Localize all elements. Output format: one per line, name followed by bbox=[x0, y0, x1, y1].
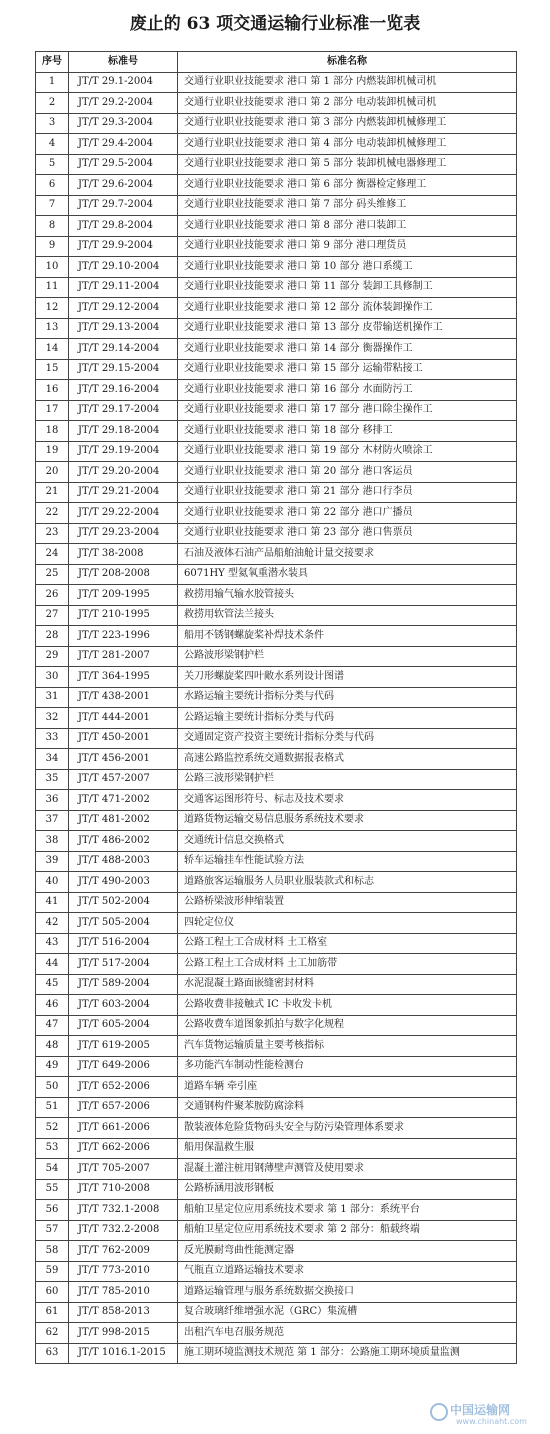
standard-name: 道路车辆 牵引座 bbox=[178, 1077, 517, 1098]
standard-name: 交通行业职业技能要求 港口 第 1 部分 内燃装卸机械司机 bbox=[178, 72, 517, 93]
standard-code: JT/T 38-2008 bbox=[69, 544, 178, 565]
standard-name: 交通行业职业技能要求 港口 第 19 部分 木材防火喷涂工 bbox=[178, 441, 517, 462]
table-row bbox=[36, 154, 517, 175]
row-number: 29 bbox=[36, 646, 69, 667]
table-row bbox=[36, 236, 517, 257]
table-row bbox=[36, 1241, 517, 1262]
standard-code: JT/T 662-2006 bbox=[69, 1138, 178, 1159]
standard-code: JT/T 444-2001 bbox=[69, 708, 178, 729]
standard-name: 公路收费非接触式 IC 卡收发卡机 bbox=[178, 995, 517, 1016]
row-number: 10 bbox=[36, 257, 69, 278]
standard-name: 交通行业职业技能要求 港口 第 17 部分 港口除尘操作工 bbox=[178, 400, 517, 421]
standard-code: JT/T 208-2008 bbox=[69, 564, 178, 585]
table-row bbox=[36, 216, 517, 237]
row-number: 11 bbox=[36, 277, 69, 298]
table-row bbox=[36, 1200, 517, 1221]
table-row bbox=[36, 913, 517, 934]
standard-name: 石油及液体石油产品船舶油舱计量交接要求 bbox=[178, 544, 517, 565]
table-row bbox=[36, 359, 517, 380]
standard-name: 水路运输主要统计指标分类与代码 bbox=[178, 687, 517, 708]
standard-name: 道路旅客运输服务人员职业服装款式和标志 bbox=[178, 872, 517, 893]
standard-code: JT/T 858-2013 bbox=[69, 1302, 178, 1323]
row-number: 49 bbox=[36, 1056, 69, 1077]
standard-name: 交通行业职业技能要求 港口 第 23 部分 港口售票员 bbox=[178, 523, 517, 544]
standard-code: JT/T 29.10-2004 bbox=[69, 257, 178, 278]
standard-name: 四轮定位仪 bbox=[178, 913, 517, 934]
row-number: 35 bbox=[36, 769, 69, 790]
standard-code: JT/T 486-2002 bbox=[69, 831, 178, 852]
row-number: 3 bbox=[36, 113, 69, 134]
row-number: 16 bbox=[36, 380, 69, 401]
row-number: 12 bbox=[36, 298, 69, 319]
row-number: 28 bbox=[36, 626, 69, 647]
standard-code: JT/T 29.12-2004 bbox=[69, 298, 178, 319]
table-row bbox=[36, 790, 517, 811]
table-row bbox=[36, 564, 517, 585]
standard-code: JT/T 29.23-2004 bbox=[69, 523, 178, 544]
standard-name: 公路工程土工合成材料 土工格室 bbox=[178, 933, 517, 954]
standard-name: 混凝土灌注桩用钢薄壁声测管及使用要求 bbox=[178, 1159, 517, 1180]
standard-name: 公路收费车道图象抓拍与数字化规程 bbox=[178, 1015, 517, 1036]
standard-name: 公路波形梁钢护栏 bbox=[178, 646, 517, 667]
table-row bbox=[36, 175, 517, 196]
table-row bbox=[36, 728, 517, 749]
table-row bbox=[36, 1118, 517, 1139]
standards-table bbox=[35, 51, 517, 1364]
row-number: 63 bbox=[36, 1343, 69, 1364]
row-number: 41 bbox=[36, 892, 69, 913]
standard-code: JT/T 29.9-2004 bbox=[69, 236, 178, 257]
standard-name: 交通行业职业技能要求 港口 第 10 部分 港口系缆工 bbox=[178, 257, 517, 278]
standard-code: JT/T 29.16-2004 bbox=[69, 380, 178, 401]
header-no: 序号 bbox=[36, 52, 69, 73]
standard-name: 公路桥梁波形伸缩装置 bbox=[178, 892, 517, 913]
table-row bbox=[36, 585, 517, 606]
page-title: 废止的 63 项交通运输行业标准一览表 bbox=[129, 14, 421, 34]
standard-name: 交通行业职业技能要求 港口 第 2 部分 电动装卸机械司机 bbox=[178, 93, 517, 114]
table-row bbox=[36, 1159, 517, 1180]
standard-code: JT/T 281-2007 bbox=[69, 646, 178, 667]
standard-code: JT/T 29.3-2004 bbox=[69, 113, 178, 134]
standard-name: 交通行业职业技能要求 港口 第 7 部分 码头维修工 bbox=[178, 195, 517, 216]
standard-code: JT/T 732.1-2008 bbox=[69, 1200, 178, 1221]
watermark-text: 中国运输网 bbox=[450, 1403, 511, 1417]
table-row bbox=[36, 872, 517, 893]
standard-name: 交通行业职业技能要求 港口 第 16 部分 水面防污工 bbox=[178, 380, 517, 401]
standard-name: 救捞用输气输水胶管接头 bbox=[178, 585, 517, 606]
standard-code: JT/T 29.20-2004 bbox=[69, 462, 178, 483]
row-number: 55 bbox=[36, 1179, 69, 1200]
row-number: 54 bbox=[36, 1159, 69, 1180]
standard-code: JT/T 589-2004 bbox=[69, 974, 178, 995]
table-row bbox=[36, 298, 517, 319]
standard-code: JT/T 605-2004 bbox=[69, 1015, 178, 1036]
row-number: 52 bbox=[36, 1118, 69, 1139]
standard-code: JT/T 29.11-2004 bbox=[69, 277, 178, 298]
row-number: 40 bbox=[36, 872, 69, 893]
standard-name: 交通行业职业技能要求 港口 第 5 部分 装卸机械电器修理工 bbox=[178, 154, 517, 175]
standard-name: 公路三波形梁钢护栏 bbox=[178, 769, 517, 790]
standard-name: 交通行业职业技能要求 港口 第 12 部分 流体装卸操作工 bbox=[178, 298, 517, 319]
table-row bbox=[36, 482, 517, 503]
row-number: 8 bbox=[36, 216, 69, 237]
table-row bbox=[36, 831, 517, 852]
table-row bbox=[36, 462, 517, 483]
standard-code: JT/T 502-2004 bbox=[69, 892, 178, 913]
standard-code: JT/T 29.5-2004 bbox=[69, 154, 178, 175]
site-watermark bbox=[430, 1399, 542, 1431]
standard-name: 交通固定资产投资主要统计指标分类与代码 bbox=[178, 728, 517, 749]
standard-name: 交通客运图形符号、标志及技术要求 bbox=[178, 790, 517, 811]
table-row bbox=[36, 1056, 517, 1077]
row-number: 44 bbox=[36, 954, 69, 975]
standard-name: 交通行业职业技能要求 港口 第 9 部分 港口理货员 bbox=[178, 236, 517, 257]
row-number: 33 bbox=[36, 728, 69, 749]
row-number: 9 bbox=[36, 236, 69, 257]
standard-code: JT/T 732.2-2008 bbox=[69, 1220, 178, 1241]
watermark-logo-icon bbox=[430, 1403, 448, 1421]
standard-code: JT/T 29.7-2004 bbox=[69, 195, 178, 216]
standard-code: JT/T 490-2003 bbox=[69, 872, 178, 893]
standard-code: JT/T 457-2007 bbox=[69, 769, 178, 790]
table-row bbox=[36, 257, 517, 278]
standard-code: JT/T 603-2004 bbox=[69, 995, 178, 1016]
row-number: 34 bbox=[36, 749, 69, 770]
table-row bbox=[36, 523, 517, 544]
table-row bbox=[36, 1179, 517, 1200]
standard-name: 交通行业职业技能要求 港口 第 18 部分 移排工 bbox=[178, 421, 517, 442]
table-row bbox=[36, 954, 517, 975]
standard-code: JT/T 517-2004 bbox=[69, 954, 178, 975]
table-row bbox=[36, 1138, 517, 1159]
row-number: 20 bbox=[36, 462, 69, 483]
standard-name: 高速公路监控系统交通数据报表格式 bbox=[178, 749, 517, 770]
table-row bbox=[36, 1302, 517, 1323]
table-row bbox=[36, 339, 517, 360]
standard-code: JT/T 661-2006 bbox=[69, 1118, 178, 1139]
table-row bbox=[36, 646, 517, 667]
row-number: 27 bbox=[36, 605, 69, 626]
standard-code: JT/T 29.8-2004 bbox=[69, 216, 178, 237]
standard-name: 交通行业职业技能要求 港口 第 15 部分 运输带粘接工 bbox=[178, 359, 517, 380]
row-number: 57 bbox=[36, 1220, 69, 1241]
row-number: 32 bbox=[36, 708, 69, 729]
table-row bbox=[36, 667, 517, 688]
standard-name: 6071HY 型氦氧重潜水装具 bbox=[178, 564, 517, 585]
row-number: 25 bbox=[36, 564, 69, 585]
row-number: 48 bbox=[36, 1036, 69, 1057]
standard-name: 轿车运输挂车性能试验方法 bbox=[178, 851, 517, 872]
standard-name: 船用不锈钢螺旋桨补焊技术条件 bbox=[178, 626, 517, 647]
row-number: 15 bbox=[36, 359, 69, 380]
row-number: 51 bbox=[36, 1097, 69, 1118]
row-number: 18 bbox=[36, 421, 69, 442]
standard-name: 公路运输主要统计指标分类与代码 bbox=[178, 708, 517, 729]
table-row bbox=[36, 400, 517, 421]
standard-name: 复合玻璃纤维增强水泥（GRC）集流槽 bbox=[178, 1302, 517, 1323]
table-header-row bbox=[36, 52, 517, 73]
table-row bbox=[36, 749, 517, 770]
table-row bbox=[36, 134, 517, 155]
row-number: 36 bbox=[36, 790, 69, 811]
standard-name: 交通行业职业技能要求 港口 第 11 部分 装卸工具修制工 bbox=[178, 277, 517, 298]
table-row bbox=[36, 277, 517, 298]
standard-name: 道路货物运输交易信息服务系统技术要求 bbox=[178, 810, 517, 831]
row-number: 26 bbox=[36, 585, 69, 606]
row-number: 53 bbox=[36, 1138, 69, 1159]
table-row bbox=[36, 1343, 517, 1364]
standard-name: 船舶卫星定位应用系统技术要求 第 1 部分：系统平台 bbox=[178, 1200, 517, 1221]
standard-code: JT/T 456-2001 bbox=[69, 749, 178, 770]
standard-name: 交通行业职业技能要求 港口 第 22 部分 港口广播员 bbox=[178, 503, 517, 524]
standard-name: 水泥混凝土路面嵌缝密封材料 bbox=[178, 974, 517, 995]
standard-name: 公路工程土工合成材料 土工加筋带 bbox=[178, 954, 517, 975]
standard-code: JT/T 705-2007 bbox=[69, 1159, 178, 1180]
standard-code: JT/T 1016.1-2015 bbox=[69, 1343, 178, 1364]
standard-name: 交通统计信息交换格式 bbox=[178, 831, 517, 852]
row-number: 6 bbox=[36, 175, 69, 196]
standard-code: JT/T 649-2006 bbox=[69, 1056, 178, 1077]
standard-name: 反光膜耐弯曲性能测定器 bbox=[178, 1241, 517, 1262]
standard-code: JT/T 438-2001 bbox=[69, 687, 178, 708]
standard-code: JT/T 29.4-2004 bbox=[69, 134, 178, 155]
table-row bbox=[36, 626, 517, 647]
standard-code: JT/T 29.6-2004 bbox=[69, 175, 178, 196]
table-row bbox=[36, 195, 517, 216]
table-row bbox=[36, 1097, 517, 1118]
table-row bbox=[36, 380, 517, 401]
standard-code: JT/T 619-2005 bbox=[69, 1036, 178, 1057]
standard-code: JT/T 209-1995 bbox=[69, 585, 178, 606]
table-row bbox=[36, 708, 517, 729]
row-number: 23 bbox=[36, 523, 69, 544]
row-number: 24 bbox=[36, 544, 69, 565]
standard-name: 道路运输管理与服务系统数据交换接口 bbox=[178, 1282, 517, 1303]
standard-code: JT/T 223-1996 bbox=[69, 626, 178, 647]
standard-name: 施工期环境监测技术规范 第 1 部分：公路施工期环境质量监测 bbox=[178, 1343, 517, 1364]
row-number: 46 bbox=[36, 995, 69, 1016]
standard-name: 交通行业职业技能要求 港口 第 13 部分 皮带输送机操作工 bbox=[178, 318, 517, 339]
standard-code: JT/T 998-2015 bbox=[69, 1323, 178, 1344]
standard-name: 多功能汽车制动性能检测台 bbox=[178, 1056, 517, 1077]
standard-code: JT/T 29.22-2004 bbox=[69, 503, 178, 524]
standard-code: JT/T 29.15-2004 bbox=[69, 359, 178, 380]
standard-code: JT/T 773-2010 bbox=[69, 1261, 178, 1282]
standard-name: 公路桥涵用波形钢板 bbox=[178, 1179, 517, 1200]
table-row bbox=[36, 605, 517, 626]
standard-code: JT/T 652-2006 bbox=[69, 1077, 178, 1098]
table-row bbox=[36, 769, 517, 790]
table-row bbox=[36, 441, 517, 462]
standard-code: JT/T 488-2003 bbox=[69, 851, 178, 872]
standard-name: 交通行业职业技能要求 港口 第 21 部分 港口行李员 bbox=[178, 482, 517, 503]
row-number: 59 bbox=[36, 1261, 69, 1282]
standard-name: 出租汽车电召服务规范 bbox=[178, 1323, 517, 1344]
standard-name: 气瓶直立道路运输技术要求 bbox=[178, 1261, 517, 1282]
row-number: 7 bbox=[36, 195, 69, 216]
row-number: 38 bbox=[36, 831, 69, 852]
row-number: 62 bbox=[36, 1323, 69, 1344]
row-number: 37 bbox=[36, 810, 69, 831]
standard-name: 交通钢构件聚苯胺防腐涂料 bbox=[178, 1097, 517, 1118]
standard-code: JT/T 29.17-2004 bbox=[69, 400, 178, 421]
standard-code: JT/T 516-2004 bbox=[69, 933, 178, 954]
row-number: 42 bbox=[36, 913, 69, 934]
table-row bbox=[36, 1323, 517, 1344]
table-row bbox=[36, 810, 517, 831]
table-row bbox=[36, 93, 517, 114]
row-number: 47 bbox=[36, 1015, 69, 1036]
standard-name: 散装液体危险货物码头安全与防污染管理体系要求 bbox=[178, 1118, 517, 1139]
row-number: 22 bbox=[36, 503, 69, 524]
standard-name: 交通行业职业技能要求 港口 第 14 部分 衡器操作工 bbox=[178, 339, 517, 360]
table-row bbox=[36, 503, 517, 524]
standard-name: 交通行业职业技能要求 港口 第 20 部分 港口客运员 bbox=[178, 462, 517, 483]
standard-code: JT/T 29.19-2004 bbox=[69, 441, 178, 462]
row-number: 50 bbox=[36, 1077, 69, 1098]
standard-code: JT/T 364-1995 bbox=[69, 667, 178, 688]
table-row bbox=[36, 933, 517, 954]
table-row bbox=[36, 1077, 517, 1098]
row-number: 43 bbox=[36, 933, 69, 954]
standard-code: JT/T 29.21-2004 bbox=[69, 482, 178, 503]
row-number: 5 bbox=[36, 154, 69, 175]
table-row bbox=[36, 1282, 517, 1303]
row-number: 31 bbox=[36, 687, 69, 708]
standard-code: JT/T 29.2-2004 bbox=[69, 93, 178, 114]
table-row bbox=[36, 892, 517, 913]
table-row bbox=[36, 687, 517, 708]
table-row bbox=[36, 1261, 517, 1282]
standard-name: 交通行业职业技能要求 港口 第 3 部分 内燃装卸机械修理工 bbox=[178, 113, 517, 134]
row-number: 2 bbox=[36, 93, 69, 114]
row-number: 39 bbox=[36, 851, 69, 872]
row-number: 45 bbox=[36, 974, 69, 995]
row-number: 13 bbox=[36, 318, 69, 339]
row-number: 61 bbox=[36, 1302, 69, 1323]
table-row bbox=[36, 851, 517, 872]
table-row bbox=[36, 544, 517, 565]
standard-code: JT/T 29.18-2004 bbox=[69, 421, 178, 442]
standard-code: JT/T 785-2010 bbox=[69, 1282, 178, 1303]
header-name: 标准名称 bbox=[178, 52, 517, 73]
standard-name: 汽车货物运输质量主要考核指标 bbox=[178, 1036, 517, 1057]
standard-name: 关刀形螺旋桨四叶敞水系列设计图谱 bbox=[178, 667, 517, 688]
table-row bbox=[36, 1036, 517, 1057]
standard-code: JT/T 29.13-2004 bbox=[69, 318, 178, 339]
row-number: 30 bbox=[36, 667, 69, 688]
row-number: 56 bbox=[36, 1200, 69, 1221]
watermark-url: www.chinaht.com bbox=[456, 1417, 527, 1426]
standard-name: 交通行业职业技能要求 港口 第 6 部分 衡器检定修理工 bbox=[178, 175, 517, 196]
row-number: 58 bbox=[36, 1241, 69, 1262]
standard-code: JT/T 471-2002 bbox=[69, 790, 178, 811]
standard-code: JT/T 710-2008 bbox=[69, 1179, 178, 1200]
table-row bbox=[36, 1220, 517, 1241]
standard-name: 船用保温救生服 bbox=[178, 1138, 517, 1159]
row-number: 4 bbox=[36, 134, 69, 155]
standard-name: 交通行业职业技能要求 港口 第 8 部分 港口装卸工 bbox=[178, 216, 517, 237]
header-code: 标准号 bbox=[69, 52, 178, 73]
table-row bbox=[36, 421, 517, 442]
row-number: 21 bbox=[36, 482, 69, 503]
standard-code: JT/T 657-2006 bbox=[69, 1097, 178, 1118]
row-number: 17 bbox=[36, 400, 69, 421]
standard-code: JT/T 450-2001 bbox=[69, 728, 178, 749]
table-row bbox=[36, 318, 517, 339]
standard-code: JT/T 210-1995 bbox=[69, 605, 178, 626]
standard-name: 交通行业职业技能要求 港口 第 4 部分 电动装卸机械修理工 bbox=[178, 134, 517, 155]
table-row bbox=[36, 72, 517, 93]
standard-name: 救捞用软管法兰接头 bbox=[178, 605, 517, 626]
row-number: 19 bbox=[36, 441, 69, 462]
row-number: 14 bbox=[36, 339, 69, 360]
table-body bbox=[36, 72, 517, 1364]
standard-code: JT/T 29.1-2004 bbox=[69, 72, 178, 93]
table-row bbox=[36, 974, 517, 995]
row-number: 60 bbox=[36, 1282, 69, 1303]
standard-name: 船舶卫星定位应用系统技术要求 第 2 部分：船载终端 bbox=[178, 1220, 517, 1241]
table-row bbox=[36, 113, 517, 134]
row-number: 1 bbox=[36, 72, 69, 93]
table-row bbox=[36, 995, 517, 1016]
table-row bbox=[36, 1015, 517, 1036]
standard-code: JT/T 481-2002 bbox=[69, 810, 178, 831]
standard-code: JT/T 762-2009 bbox=[69, 1241, 178, 1262]
standard-code: JT/T 505-2004 bbox=[69, 913, 178, 934]
standard-code: JT/T 29.14-2004 bbox=[69, 339, 178, 360]
